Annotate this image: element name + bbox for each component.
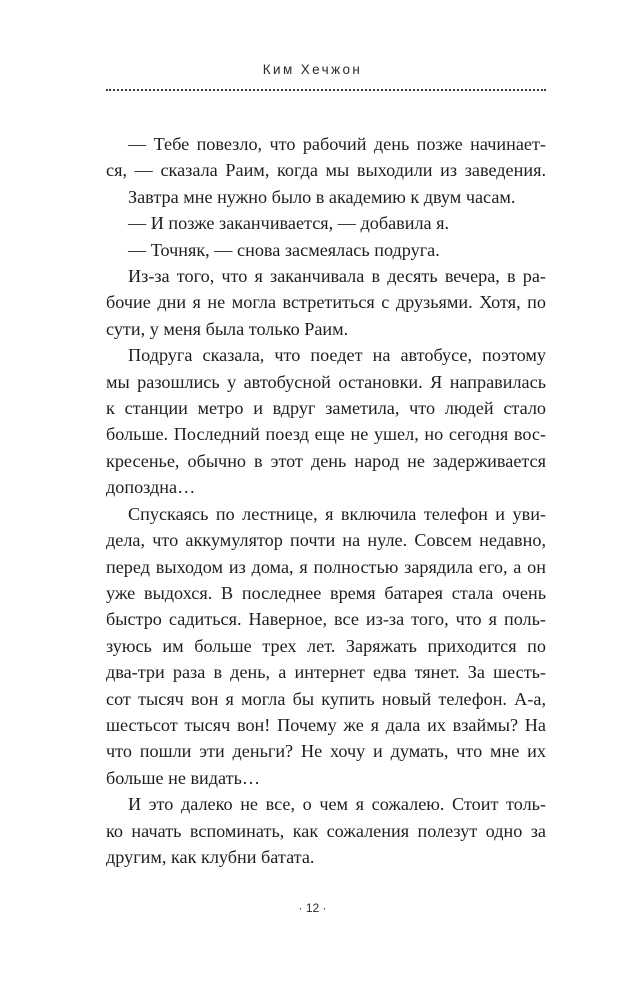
text-line: Подруга сказала, что поедет на автобусе, поэтому (128, 345, 546, 366)
running-head-author: Ким Хечжон (262, 62, 363, 77)
text-line: больше. Последний поезд еще не ушел, но сегодня вос- (106, 424, 546, 445)
text-line: сот тысяч вон я могла бы купить новый телефон. А-а, (106, 688, 546, 709)
text-line: что пошли эти деньги? Не хочу и думать, что мне их (106, 741, 546, 762)
text-line: — И позже заканчивается, — добавила я. (128, 213, 450, 234)
text-line: шестьсот тысяч вон! Почему же я дала их взаймы? На (106, 714, 546, 735)
text-line: к станции метро и вдруг заметила, что людей стало (106, 398, 546, 419)
text-line: мы разошлись у автобусной остановки. Я направилась (106, 371, 546, 392)
text-line: ко начать вспоминать, как сожаления полезут одно за (106, 820, 546, 841)
text-line: кресенье, обычно в этот день народ не задерживается (106, 450, 546, 471)
text-line: И это далеко не все, о чем я сожалею. Стоит толь- (128, 794, 546, 815)
text-line: зуюсь им больше трех лет. Заряжать приходится по (106, 635, 546, 656)
text-line: перед выходом из дома, я полностью зарядила его, а он (106, 556, 546, 577)
text-line: бочие дни я не могла встретиться с друзьями. Хотя, по (106, 292, 546, 313)
text-line: другим, как клубни батата. (106, 846, 315, 867)
text-line: Спускаясь по лестнице, я включила телефон и уви- (128, 503, 546, 524)
text-line: два-три раза в день, а интернет едва тянет. За шесть- (106, 662, 546, 683)
text-line: уже выдохся. В последнее время батарея стала очень (106, 582, 546, 603)
text-line: — Тебе повезло, что рабочий день позже начинает- (128, 134, 546, 154)
text-line: — Точняк, — снова засмеялась подруга. (128, 239, 440, 260)
header-dotted-rule (106, 89, 546, 91)
text-line: ся, — сказала Раим, когда мы выходили из заведения. (106, 160, 546, 181)
text-line: быстро садиться. Наверное, все из-за того, что я поль- (106, 609, 546, 630)
text-line: Из-за того, что я заканчивала в десять вечера, в ра- (128, 266, 546, 287)
body-text (106, 131, 546, 870)
text-line: дела, что аккумулятор почти на нуле. Совсем недавно, (106, 530, 546, 551)
body-paragraphs (106, 131, 546, 870)
text-line: Завтра мне нужно было в академию к двум часам. (128, 186, 516, 207)
page-number: · 12 · (298, 901, 327, 915)
text-line: допоздна… (106, 477, 196, 498)
text-line: сути, у меня была только Раим. (106, 318, 349, 339)
text-line: больше не видать… (106, 767, 261, 788)
